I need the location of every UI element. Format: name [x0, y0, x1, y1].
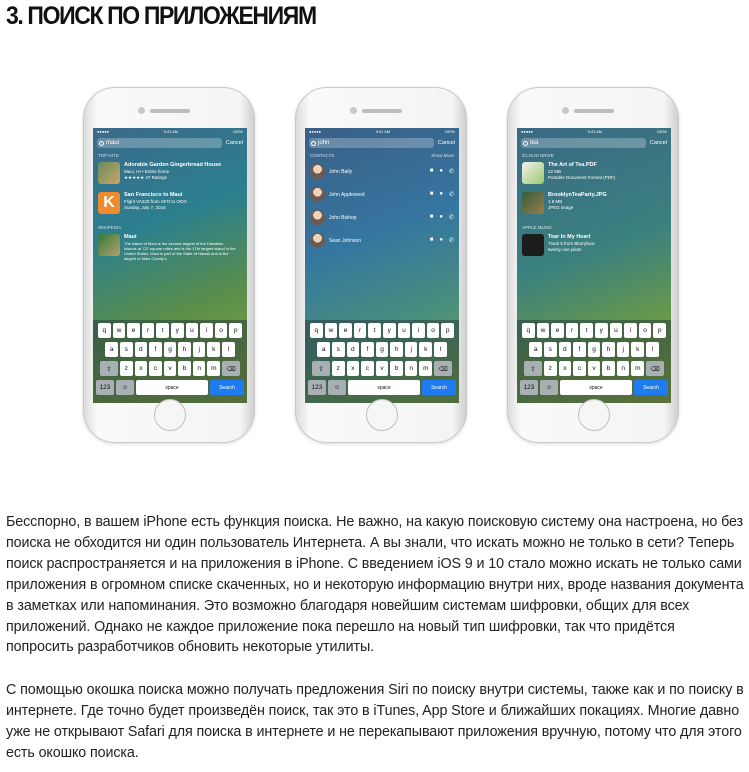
numbers-key[interactable]: 123 [96, 380, 114, 395]
status-time: 9:41 AM [375, 129, 391, 134]
space-key[interactable]: space [348, 380, 420, 395]
key-y[interactable]: y [171, 323, 184, 338]
key-d[interactable]: d [135, 342, 148, 357]
camera-icon [138, 107, 145, 114]
numbers-key[interactable]: 123 [308, 380, 326, 395]
key-z[interactable]: z [332, 361, 345, 376]
search-key[interactable]: Search [210, 380, 244, 395]
speaker-grille [362, 109, 402, 113]
key-m[interactable]: m [631, 361, 644, 376]
keyboard [517, 320, 671, 403]
show-more-link[interactable]: Show More [431, 153, 454, 158]
key-t[interactable]: t [580, 323, 593, 338]
key-a[interactable]: a [105, 342, 118, 357]
article-paragraph: Бесспорно, в вашем iPhone есть функция поиска. Не важно, на какую поисковую систему она настроена, но без поиска не обходится ни один пользователь Интернета. А вы знали, что искать можно не только в сети? Теперь поиск распространяется и на приложения в iPhone. С введением iOS 9 и 10 стало можно искать не только сами приложения в огромном списке скаченных, но и некоторую информацию внутри них, вроде названия документа в заметках или напоминания. Это возможно благодаря новейшим системам шифровки, общих для всех приложений. Однако не каждое приложение пока перешло на новый тип шифровки, так что придётся попросить разработчиков обновить некоторые утилиты. [6, 514, 744, 656]
shift-key[interactable]: ⇧ [524, 361, 542, 376]
result-row[interactable]: Tear In My Heart Track 5 from Blurryface twenty one pilots [517, 232, 671, 258]
key-b[interactable]: b [602, 361, 615, 376]
key-b[interactable]: b [178, 361, 191, 376]
camera-icon [562, 107, 569, 114]
key-i[interactable]: i [624, 323, 637, 338]
photo-thumbnail [522, 192, 544, 214]
contact-row[interactable]: John Baily ■ ● ✆ [305, 160, 459, 183]
phone-screen [93, 128, 247, 403]
article-paragraph: С помощью окошка поиска можно получать предложения Siri по поиску внутри системы, также как и по поиску в интернете. Где точно будет произведён поиск, так это в iTunes, App Store и ближайших покациях. Многие давно уже не открывают Safari для поиска в интернете и не перекапывают приложения вручную, потому что для этого есть окошко поиска. [6, 682, 744, 761]
key-n[interactable]: n [617, 361, 630, 376]
section-label: iCLOUD DRIVE [522, 153, 554, 158]
key-k[interactable]: k [419, 342, 432, 357]
result-row[interactable]: Maui The island of Maui is the second-largest of the Hawaiian Islands at 727 square miles and is the 17th largest island in the United States. Maui is part of the State of Hawaii and is the largest of Maui County's [93, 232, 247, 269]
status-time: 9:41 AM [587, 129, 603, 134]
key-v[interactable]: v [164, 361, 177, 376]
phone-icon[interactable]: ✆ [448, 215, 454, 221]
avatar [310, 233, 325, 248]
result-row[interactable]: Adorable Garden Gingerbread House Maui, HI • Entire home ★★★★★ 47 Ratings [93, 160, 247, 186]
key-v[interactable]: v [376, 361, 389, 376]
shift-key[interactable]: ⇧ [100, 361, 118, 376]
status-bar [305, 128, 459, 136]
emoji-icon[interactable]: ☺ [328, 380, 346, 395]
cancel-button[interactable]: Cancel [225, 140, 243, 146]
signal-icon: ●●●●● [309, 129, 322, 134]
keyboard [305, 320, 459, 403]
avatar [310, 164, 325, 179]
key-o[interactable]: o [215, 323, 228, 338]
key-a[interactable]: a [317, 342, 330, 357]
key-z[interactable]: z [120, 361, 133, 376]
camera-icon [350, 107, 357, 114]
video-icon[interactable]: ■ [429, 214, 434, 220]
key-m[interactable]: m [419, 361, 432, 376]
phone-icon[interactable]: ✆ [448, 169, 454, 175]
section-label: WIKIPEDIA [98, 225, 122, 230]
key-r[interactable]: r [354, 323, 367, 338]
shift-key[interactable]: ⇧ [312, 361, 330, 376]
cancel-button[interactable]: Cancel [649, 140, 667, 146]
phone-tea [507, 87, 679, 443]
key-e[interactable]: e [127, 323, 140, 338]
result-row[interactable]: K San Francisco to Maui Flight VA220 from SFO to OGG Sunday, July 7, 2016 [93, 190, 247, 216]
pdf-thumbnail [522, 162, 544, 184]
phone-screen [517, 128, 671, 403]
search-icon [311, 141, 316, 146]
key-a[interactable]: a [529, 342, 542, 357]
key-s[interactable]: s [332, 342, 345, 357]
cancel-button[interactable]: Cancel [437, 140, 455, 146]
home-button[interactable] [154, 399, 186, 431]
key-u[interactable]: u [398, 323, 411, 338]
message-icon[interactable]: ● [439, 168, 443, 174]
status-time: 9:41 AM [163, 129, 179, 134]
search-icon [523, 141, 528, 146]
signal-icon: ●●●●● [521, 129, 534, 134]
key-o[interactable]: o [639, 323, 652, 338]
key-g[interactable]: g [164, 342, 177, 357]
key-m[interactable]: m [207, 361, 220, 376]
key-h[interactable]: h [178, 342, 191, 357]
phone-icon[interactable]: ✆ [448, 192, 454, 198]
key-o[interactable]: o [427, 323, 440, 338]
key-n[interactable]: n [405, 361, 418, 376]
key-s[interactable]: s [544, 342, 557, 357]
message-icon[interactable]: ● [439, 191, 443, 197]
message-icon[interactable]: ● [439, 214, 443, 220]
key-k[interactable]: k [207, 342, 220, 357]
key-g[interactable]: g [588, 342, 601, 357]
key-x[interactable]: x [559, 361, 572, 376]
key-j[interactable]: j [617, 342, 630, 357]
delete-key[interactable]: ⌫ [646, 361, 664, 376]
key-y[interactable]: y [383, 323, 396, 338]
key-u[interactable]: u [186, 323, 199, 338]
key-r[interactable]: r [566, 323, 579, 338]
key-f[interactable]: f [361, 342, 374, 357]
signal-icon: ●●●●● [97, 129, 110, 134]
key-t[interactable]: t [368, 323, 381, 338]
emoji-icon[interactable]: ☺ [116, 380, 134, 395]
map-thumbnail [98, 234, 120, 256]
avatar [310, 187, 325, 202]
emoji-icon[interactable]: ☺ [540, 380, 558, 395]
key-l[interactable]: l [646, 342, 659, 357]
search-input[interactable]: tea [521, 138, 646, 148]
home-button[interactable] [366, 399, 398, 431]
contact-row[interactable]: John Bishop ■ ● ✆ [305, 206, 459, 229]
home-button[interactable] [578, 399, 610, 431]
battery-level: 100% [444, 129, 455, 134]
result-row[interactable]: The Art of Tea.PDF 22 MB Portable Document Format (PDF) [517, 160, 671, 186]
key-h[interactable]: h [390, 342, 403, 357]
key-j[interactable]: j [405, 342, 418, 357]
key-t[interactable]: t [156, 323, 169, 338]
key-b[interactable]: b [390, 361, 403, 376]
battery-level: 100% [232, 129, 243, 134]
key-w[interactable]: w [325, 323, 338, 338]
video-icon[interactable]: ■ [429, 168, 434, 174]
section-heading: 3. ПОИСК ПО ПРИЛОЖЕНИЯМ [6, 2, 316, 30]
keyboard [93, 320, 247, 403]
key-w[interactable]: w [113, 323, 126, 338]
key-h[interactable]: h [602, 342, 615, 357]
result-row[interactable]: BrooklynTeaParty.JPG 1.9 MB JPEG image [517, 190, 671, 216]
key-i[interactable]: i [200, 323, 213, 338]
key-r[interactable]: r [142, 323, 155, 338]
key-v[interactable]: v [588, 361, 601, 376]
key-p[interactable]: p [441, 323, 454, 338]
key-l[interactable]: l [434, 342, 447, 357]
contact-row[interactable]: John Appleseed ■ ● ✆ [305, 183, 459, 206]
key-f[interactable]: f [573, 342, 586, 357]
key-j[interactable]: j [193, 342, 206, 357]
space-key[interactable]: space [560, 380, 632, 395]
key-s[interactable]: s [120, 342, 133, 357]
key-g[interactable]: g [376, 342, 389, 357]
status-bar [517, 128, 671, 136]
key-f[interactable]: f [149, 342, 162, 357]
key-y[interactable]: y [595, 323, 608, 338]
section-label: CONTACTS Show More [310, 153, 454, 158]
avatar [310, 210, 325, 225]
kayak-app-icon: K [98, 192, 120, 214]
key-d[interactable]: d [347, 342, 360, 357]
key-p[interactable]: p [229, 323, 242, 338]
key-c[interactable]: c [361, 361, 374, 376]
key-q[interactable]: q [310, 323, 323, 338]
key-x[interactable]: x [347, 361, 360, 376]
battery-level: 100% [656, 129, 667, 134]
album-art [522, 234, 544, 256]
house-thumbnail [98, 162, 120, 184]
key-q[interactable]: q [98, 323, 111, 338]
search-input[interactable]: maui [97, 138, 222, 148]
speaker-grille [150, 109, 190, 113]
numbers-key[interactable]: 123 [520, 380, 538, 395]
delete-key[interactable]: ⌫ [434, 361, 452, 376]
key-p[interactable]: p [653, 323, 666, 338]
phone-maui [83, 87, 255, 443]
search-icon [99, 141, 104, 146]
message-icon[interactable]: ● [439, 237, 443, 243]
key-e[interactable]: e [339, 323, 352, 338]
contact-row[interactable]: Sean Johnson ■ ● ✆ [305, 229, 459, 252]
key-q[interactable]: q [522, 323, 535, 338]
section-label: TOP HITS [98, 153, 119, 158]
phone-screen [305, 128, 459, 403]
key-k[interactable]: k [631, 342, 644, 357]
status-bar [93, 128, 247, 136]
delete-key[interactable]: ⌫ [222, 361, 240, 376]
key-n[interactable]: n [193, 361, 206, 376]
video-icon[interactable]: ■ [429, 191, 434, 197]
key-z[interactable]: z [544, 361, 557, 376]
video-icon[interactable]: ■ [429, 237, 434, 243]
search-key[interactable]: Search [634, 380, 668, 395]
phone-john [295, 87, 467, 443]
key-u[interactable]: u [610, 323, 623, 338]
key-i[interactable]: i [412, 323, 425, 338]
search-input[interactable]: john [309, 138, 434, 148]
key-x[interactable]: x [135, 361, 148, 376]
search-key[interactable]: Search [422, 380, 456, 395]
key-d[interactable]: d [559, 342, 572, 357]
key-l[interactable]: l [222, 342, 235, 357]
key-c[interactable]: c [149, 361, 162, 376]
section-label: APPLE MUSIC [522, 225, 553, 230]
key-c[interactable]: c [573, 361, 586, 376]
key-w[interactable]: w [537, 323, 550, 338]
key-e[interactable]: e [551, 323, 564, 338]
phone-icon[interactable]: ✆ [448, 238, 454, 244]
space-key[interactable]: space [136, 380, 208, 395]
speaker-grille [574, 109, 614, 113]
